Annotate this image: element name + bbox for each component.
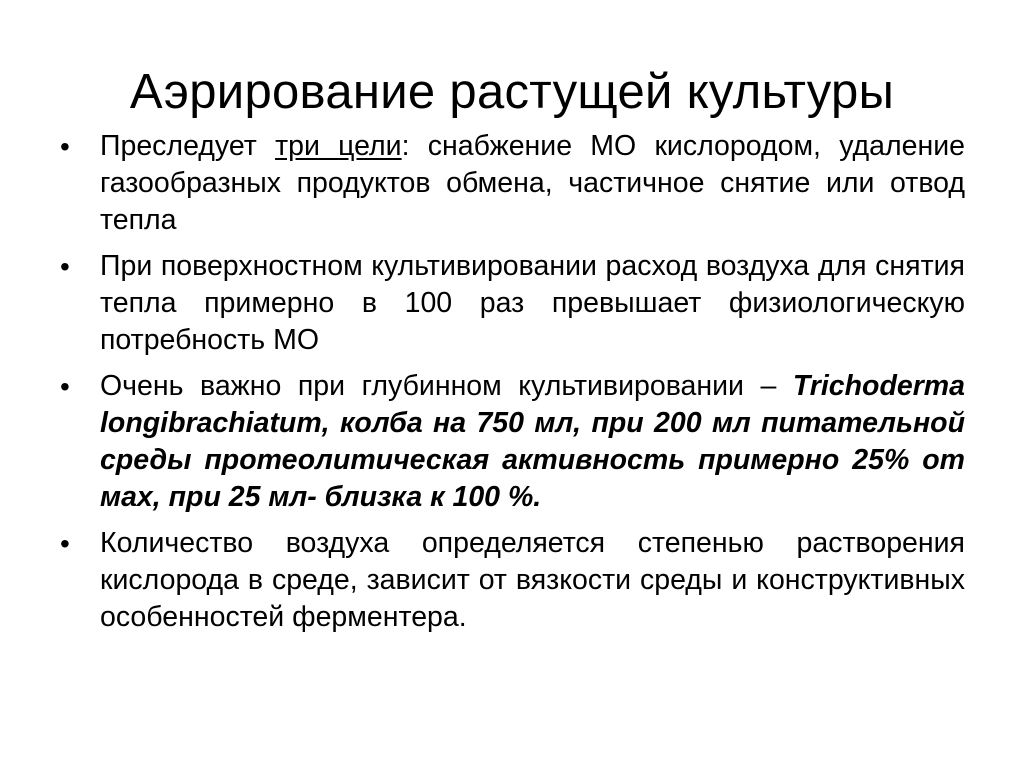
slide-title: Аэрирование растущей культуры [129, 65, 895, 119]
bullet-dot-icon: • [60, 131, 70, 162]
underlined-text: три цели [275, 130, 402, 162]
bullet-text: : снабжение МО кислородом, удаление газообразных продуктов обмена, частичное снятие или отвод тепла [100, 130, 965, 236]
bullet-dot-icon: • [60, 371, 70, 402]
bullet-dot-icon: • [60, 528, 70, 559]
bullet-text: Количество воздуха определяется степенью растворения кислорода в среде, зависит от вязкости среды и конструктивных особенностей ферментера. [100, 527, 965, 633]
bullet-item-surface-cultivation [60, 248, 965, 359]
bullet-item-air-quantity [60, 525, 965, 636]
bullet-item-deep-cultivation [60, 368, 965, 516]
bullet-text: При поверхностном культивировании расход воздуха для снятия тепла примерно в 100 раз превышает физиологическую потребность МО [100, 250, 965, 356]
bullet-text: Очень важно при глубинном культивировании – [100, 370, 793, 402]
bullet-dot-icon: • [60, 251, 70, 282]
bullet-list [60, 128, 965, 645]
bullet-item-goals [60, 128, 965, 239]
bullet-text: Преследует [100, 130, 276, 162]
emphasized-text: Trichoderma longibrachiatum, колба на 750 мл, при 200 мл питательной среды протеолитическая активность примерно 25% от мах, при 25 мл- близка к 100 %. [100, 370, 965, 513]
